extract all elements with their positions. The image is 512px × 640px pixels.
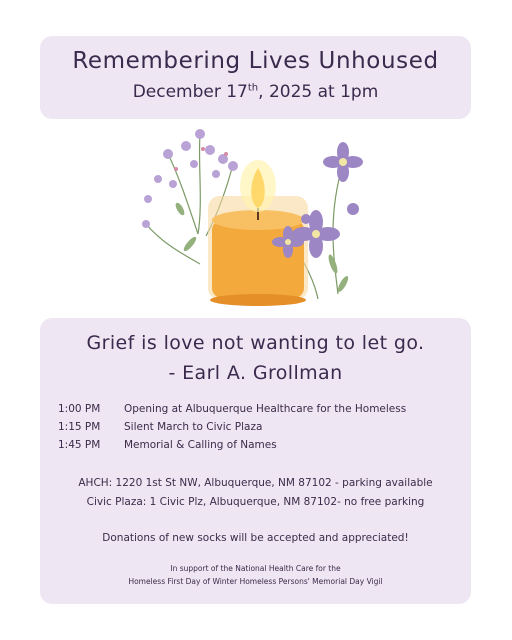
schedule-time: 1:00 PM [58,403,101,415]
schedule-row [58,418,471,436]
candle-with-flowers-icon [128,124,384,312]
page-title: Remembering Lives Unhoused [72,48,439,74]
schedule-row [58,436,471,454]
support-line-1: In support of the National Health Care for the [170,564,341,573]
schedule-time: 1:45 PM [58,439,101,451]
details-card [40,318,471,604]
support-line-2: Homeless First Day of Winter Homeless Persons' Memorial Day Vigil [128,577,383,586]
donations-note: Donations of new socks will be accepted and appreciated! [102,532,409,544]
schedule-list [58,400,471,454]
date-superscript: th [247,82,259,94]
date-prefix: December 17 [132,82,248,102]
header-card [40,36,471,119]
schedule-event: Opening at Albuquerque Healthcare for the Homeless [124,403,407,415]
quote-text: Grief is love not wanting to let go. [86,332,425,354]
schedule-event: Memorial & Calling of Names [124,439,277,451]
address-ahch: AHCH: 1220 1st St NW, Albuquerque, NM 87102 - parking available [78,477,433,489]
address-block [40,474,471,512]
schedule-event: Silent March to Civic Plaza [124,421,263,433]
support-note [40,562,471,588]
schedule-time: 1:15 PM [58,421,101,433]
date-suffix: , 2025 at 1pm [258,82,379,102]
schedule-row [58,400,471,418]
event-date [40,82,471,102]
quote-author: - Earl A. Grollman [168,362,343,384]
address-civic-plaza: Civic Plaza: 1 Civic Plz, Albuquerque, NM 87102- no free parking [86,496,425,508]
